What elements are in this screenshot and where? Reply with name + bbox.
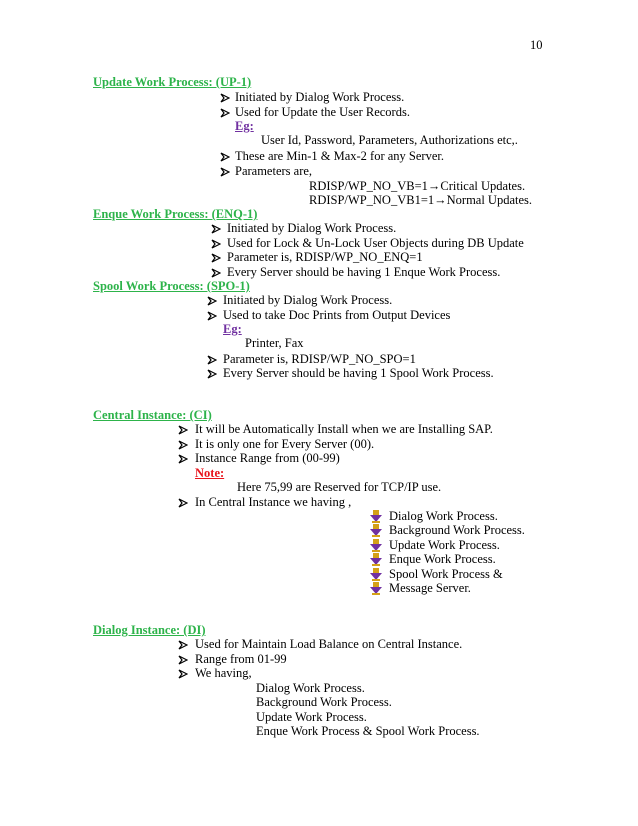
bullet-text: These are Min-1 & Max-2 for any Server. — [235, 149, 444, 163]
bullet-text: Initiated by Dialog Work Process. — [223, 293, 393, 307]
parameter-desc: Critical Updates. — [440, 179, 526, 193]
list-item: Dialog Work Process. — [256, 681, 365, 695]
parameter-line — [309, 193, 532, 208]
list-item: Dialog Work Process. — [389, 509, 498, 523]
chevron-bullet-icon — [178, 440, 188, 450]
heading-enque-work-process: Enque Work Process: (ENQ-1) — [93, 207, 258, 221]
list-item: Enque Work Process & Spool Work Process. — [256, 724, 480, 738]
chevron-bullet-icon — [207, 369, 217, 379]
pin-bullet-icon — [370, 582, 382, 595]
eg-text: User Id, Password, Parameters, Authorizations etc,. — [261, 133, 518, 147]
chevron-bullet-icon — [178, 655, 188, 665]
list-item: Update Work Process. — [389, 538, 500, 552]
chevron-bullet-icon — [178, 498, 188, 508]
bullet-text: It will be Automatically Install when we are Installing SAP. — [195, 422, 493, 436]
bullet-text: Used for Lock & Un-Lock User Objects during DB Update — [227, 236, 524, 250]
chevron-bullet-icon — [211, 224, 221, 234]
list-item: Background Work Process. — [256, 695, 392, 709]
parameter-name: RDISP/WP_NO_VB1=1 — [309, 193, 435, 207]
chevron-bullet-icon — [220, 152, 230, 162]
bullet-text: We having, — [195, 666, 252, 680]
chevron-bullet-icon — [207, 355, 217, 365]
pin-bullet-icon — [370, 510, 382, 523]
chevron-bullet-icon — [211, 239, 221, 249]
bullet-text: It is only one for Every Server (00). — [195, 437, 375, 451]
list-item: Background Work Process. — [389, 523, 525, 537]
chevron-bullet-icon — [220, 167, 230, 177]
list-item: Spool Work Process & — [389, 567, 503, 581]
bullet-text: Used for Maintain Load Balance on Central Instance. — [195, 637, 463, 651]
chevron-bullet-icon — [178, 454, 188, 464]
chevron-bullet-icon — [207, 311, 217, 321]
parameter-name: RDISP/WP_NO_VB=1 — [309, 179, 428, 193]
bullet-text: Range from 01-99 — [195, 652, 287, 666]
note-text: Here 75,99 are Reserved for TCP/IP use. — [237, 480, 442, 494]
bullet-text: Instance Range from (00-99) — [195, 451, 340, 465]
bullet-text: Every Server should be having 1 Enque Work Process. — [227, 265, 501, 279]
pin-bullet-icon — [370, 568, 382, 581]
bullet-text: Every Server should be having 1 Spool Work Process. — [223, 366, 494, 380]
bullet-text: In Central Instance we having , — [195, 495, 352, 509]
note-label: Note: — [195, 466, 225, 480]
chevron-bullet-icon — [220, 93, 230, 103]
chevron-bullet-icon — [178, 669, 188, 679]
right-arrow-icon: → — [427, 179, 441, 193]
heading-dialog-instance: Dialog Instance: (DI) — [93, 623, 206, 637]
chevron-bullet-icon — [211, 253, 221, 263]
bullet-text: Parameter is, RDISP/WP_NO_SPO=1 — [223, 352, 416, 366]
chevron-bullet-icon — [178, 640, 188, 650]
pin-bullet-icon — [370, 553, 382, 566]
parameter-desc: Normal Updates. — [446, 193, 533, 207]
list-item: Enque Work Process. — [389, 552, 496, 566]
bullet-text: Parameter is, RDISP/WP_NO_ENQ=1 — [227, 250, 423, 264]
parameter-line — [309, 179, 525, 194]
bullet-text: Initiated by Dialog Work Process. — [235, 90, 405, 104]
chevron-bullet-icon — [211, 268, 221, 278]
chevron-bullet-icon — [178, 425, 188, 435]
bullet-text: Parameters are, — [235, 164, 313, 178]
chevron-bullet-icon — [220, 108, 230, 118]
eg-text: Printer, Fax — [245, 336, 304, 350]
list-item: Message Server. — [389, 581, 471, 595]
bullet-text: Used for Update the User Records. — [235, 105, 410, 119]
heading-central-instance: Central Instance: (CI) — [93, 408, 212, 422]
bullet-text: Used to take Doc Prints from Output Devices — [223, 308, 451, 322]
eg-label: Eg: — [235, 119, 254, 133]
pin-bullet-icon — [370, 539, 382, 552]
heading-spool-work-process: Spool Work Process: (SPO-1) — [93, 279, 250, 293]
chevron-bullet-icon — [207, 296, 217, 306]
pin-bullet-icon — [370, 524, 382, 537]
page-number: 10 — [530, 38, 543, 52]
heading-update-work-process: Update Work Process: (UP-1) — [93, 75, 252, 89]
right-arrow-icon: → — [434, 193, 447, 207]
bullet-text: Initiated by Dialog Work Process. — [227, 221, 397, 235]
eg-label: Eg: — [223, 322, 242, 336]
list-item: Update Work Process. — [256, 710, 367, 724]
